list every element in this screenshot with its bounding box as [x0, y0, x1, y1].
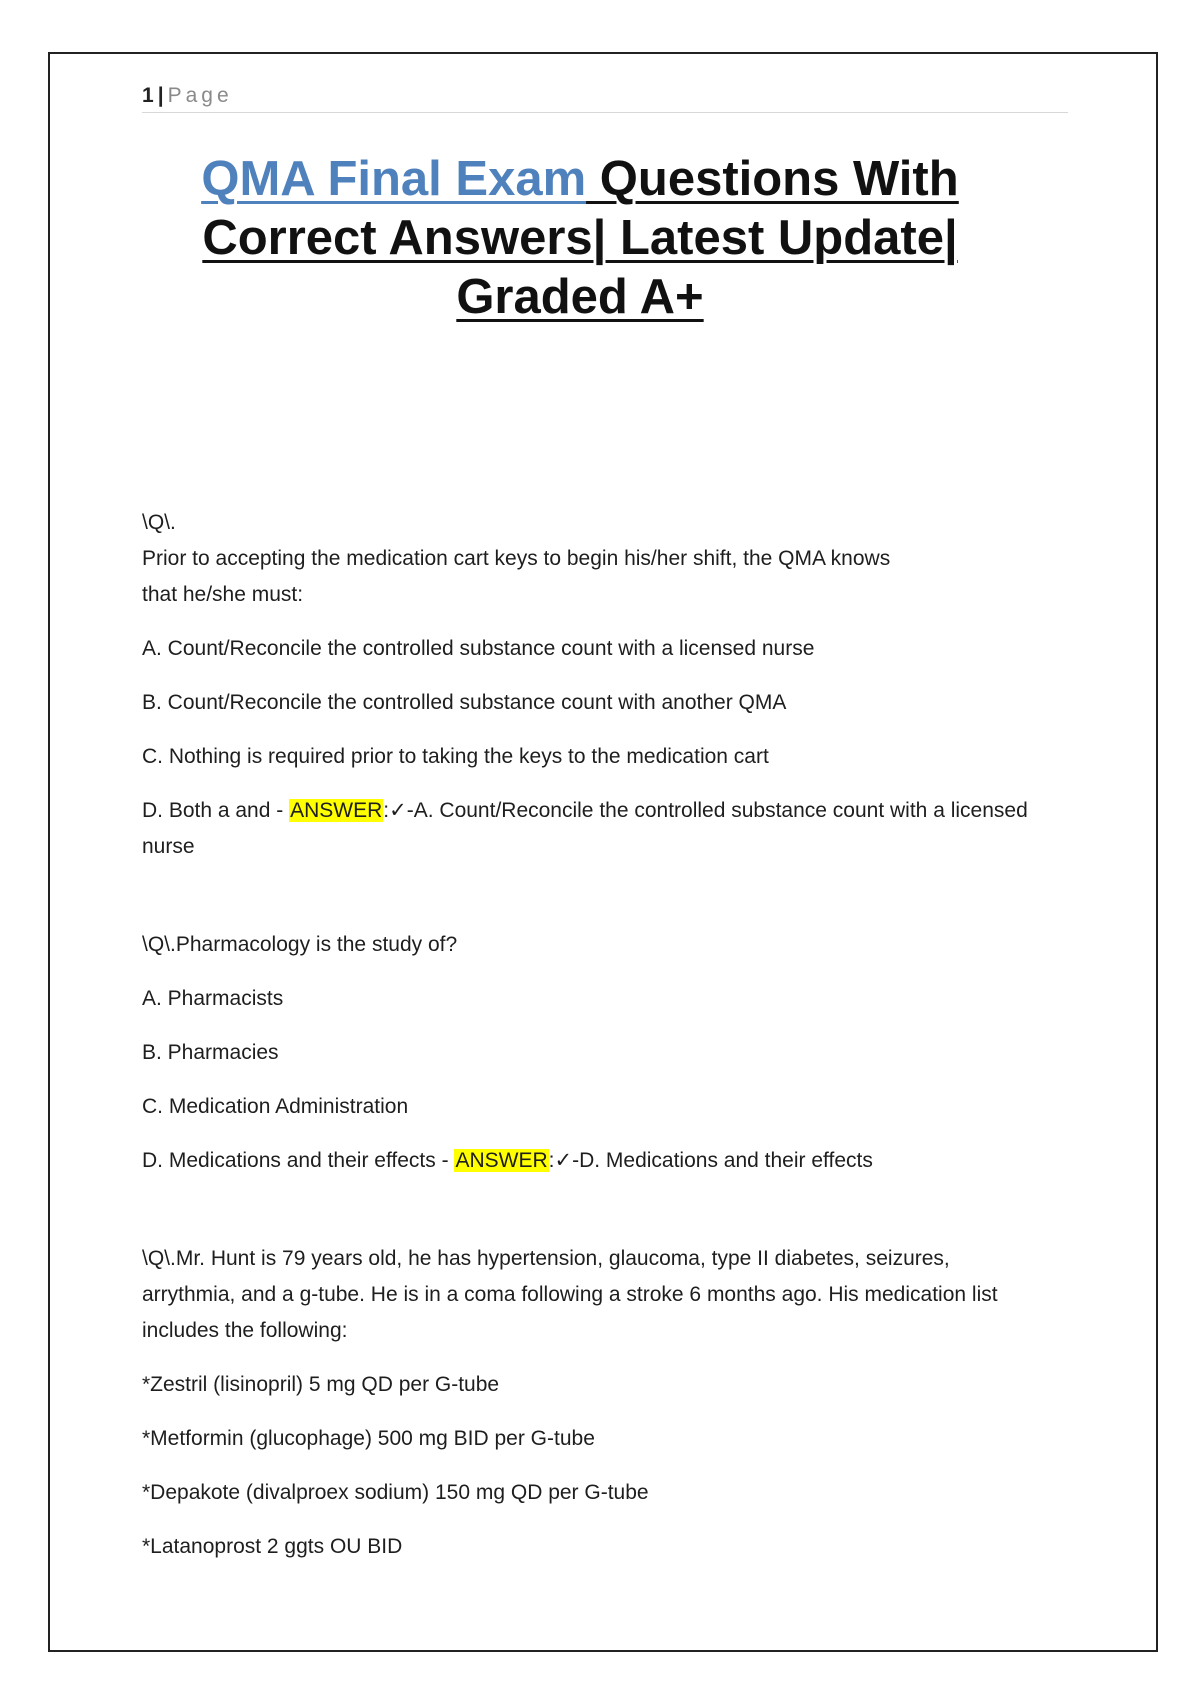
answer-text: -D. Medications and their effects	[572, 1149, 873, 1172]
option-b: B. Count/Reconcile the controlled substance count with another QMA	[142, 691, 787, 714]
title-line-2: Correct Answers| Latest Update|	[202, 211, 958, 265]
answer-colon: :	[548, 1149, 555, 1172]
answer-line	[142, 793, 1062, 865]
answer-colon: :	[383, 799, 390, 822]
title-line-1	[140, 150, 1020, 209]
option-c: C. Nothing is required prior to taking the keys to the medication cart	[142, 745, 769, 768]
title-line-1-rest: Questions With	[586, 152, 959, 206]
question-text: Mr. Hunt is 79 years old, he has hypertension, glaucoma, type II diabetes, seizures, arrythmia, and a g-tube. He is in a coma following a stroke 6 months ago. His medication list includes the following:	[142, 1247, 998, 1342]
med-list-item: *Depakote (divalproex sodium) 150 mg QD per G-tube	[142, 1481, 649, 1504]
question-stem	[142, 927, 1062, 963]
option-c: C. Medication Administration	[142, 1095, 409, 1118]
option-a: A. Pharmacists	[142, 987, 284, 1010]
question-label: \Q\.	[142, 511, 176, 534]
answer-highlight: ANSWER	[290, 799, 383, 822]
med-list-item: *Zestril (lisinopril) 5 mg QD per G-tube	[142, 1373, 500, 1396]
page-label: Page	[167, 84, 233, 107]
question-text: Pharmacology is the study of?	[175, 933, 458, 956]
question-label: \Q\.	[142, 1247, 176, 1270]
answer-line	[142, 1143, 1062, 1179]
answer-highlight: ANSWER	[455, 1149, 548, 1172]
page-number: 1	[142, 84, 154, 107]
question-stem: Prior to accepting the medication cart keys to begin his/her shift, the QMA knows that he/she must:	[142, 547, 891, 606]
question-1	[142, 505, 1062, 865]
question-2	[142, 927, 1062, 1179]
question-stem	[142, 1241, 1022, 1349]
question-label: \Q\.	[142, 933, 176, 956]
answer-prefix: D. Both a and -	[142, 799, 290, 822]
question-3	[142, 1241, 1062, 1565]
page-separator: |	[157, 84, 164, 107]
option-b: B. Pharmacies	[142, 1041, 279, 1064]
title-line-3: Graded A+	[456, 270, 704, 324]
med-list-item: *Metformin (glucophage) 500 mg BID per G-tube	[142, 1427, 595, 1450]
document-body	[142, 505, 1062, 1565]
page-header	[142, 80, 1068, 113]
med-list-item: *Latanoprost 2 ggts OU BID	[142, 1535, 403, 1558]
checkmark-icon: ✓	[389, 799, 407, 822]
document-title	[140, 150, 1020, 327]
answer-text: -A. Count/Reconcile the controlled substance count with a licensed nurse	[142, 799, 1028, 858]
title-accent-text: QMA Final Exam	[201, 152, 587, 206]
option-a: A. Count/Reconcile the controlled substance count with a licensed nurse	[142, 637, 815, 660]
checkmark-icon: ✓	[554, 1149, 573, 1172]
answer-prefix: D. Medications and their effects -	[142, 1149, 455, 1172]
